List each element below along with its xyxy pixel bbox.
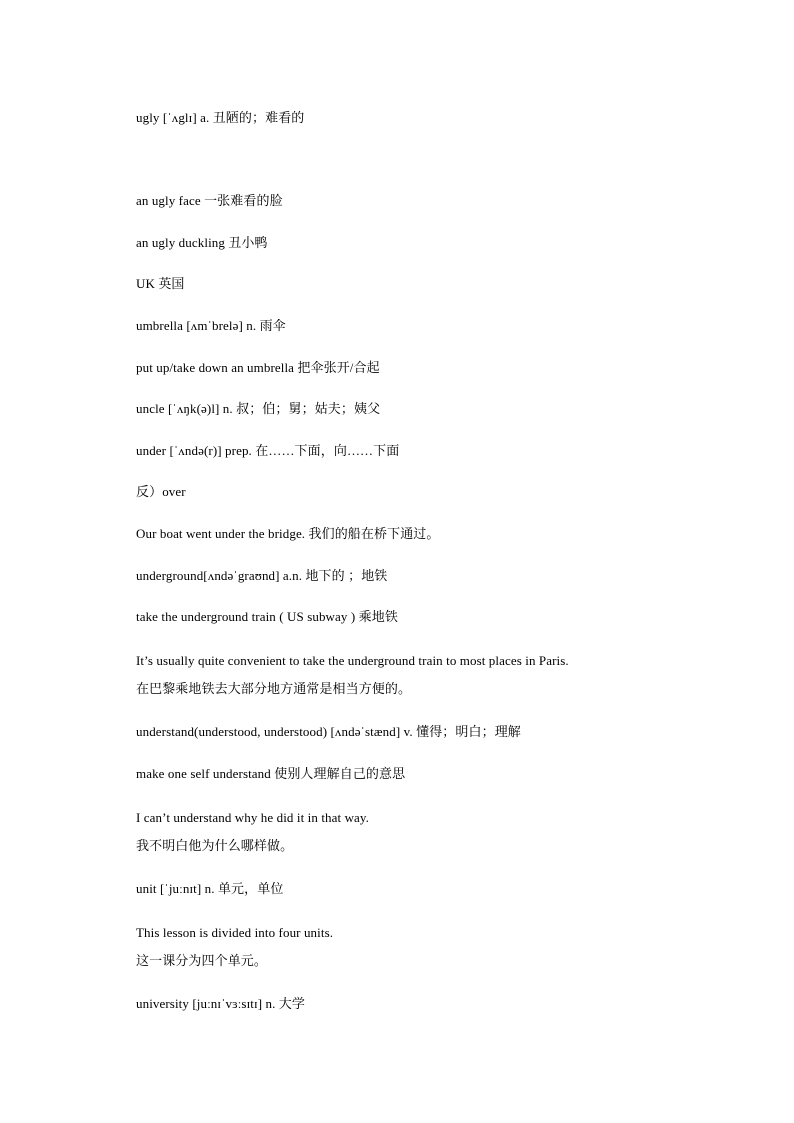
entry-uk: UK 英国 <box>136 276 185 291</box>
entry-understand: understand(understood, understood) [ʌndəˈstænd] v. 懂得；明白；理解 <box>136 724 521 739</box>
example-units-en: This lesson is divided into four units. <box>136 925 334 940</box>
entry-ugly: ugly [ˈʌglɪ] a. 丑陋的；难看的 <box>136 110 305 125</box>
entry-university: university [juːnɪˈvɜːsɪtɪ] n. 大学 <box>136 996 305 1011</box>
entry-under: under [ˈʌndə(r)] prep. 在……下面，向……下面 <box>136 443 400 458</box>
example-cant-understand-en: I can’t understand why he did it in that way. <box>136 810 370 825</box>
example-paris-cn: 在巴黎乘地铁去大部分地方通常是相当方便的。 <box>136 682 412 697</box>
entry-umbrella: umbrella [ʌmˈbrelə] n. 雨伞 <box>136 318 286 333</box>
entry-uncle: uncle [ˈʌŋk(ə)l] n. 叔；伯；舅；姑夫；姨父 <box>136 401 381 416</box>
example-paris-en: It’s usually quite convenient to take the underground train to most places in Paris. <box>136 653 569 668</box>
example-under-bridge: Our boat went under the bridge. 我们的船在桥下通过。 <box>136 526 440 541</box>
example-units-cn: 这一课分为四个单元。 <box>136 954 268 969</box>
example-umbrella: put up/take down an umbrella 把伞张开/合起 <box>136 360 380 375</box>
example-cant-understand-cn: 我不明白他为什么哪样做。 <box>136 839 294 854</box>
entry-underground: underground[ʌndəˈgraʊnd] a.n. 地下的 ；地铁 <box>136 568 388 583</box>
antonym-over: 反）over <box>136 484 186 499</box>
example-ugly-face: an ugly face 一张难看的脸 <box>136 193 283 208</box>
entry-unit: unit [ˈjuːnɪt] n. 单元，单位 <box>136 881 284 896</box>
example-underground-train: take the underground train ( US subway ) 乘地铁 <box>136 609 398 624</box>
example-ugly-duckling: an ugly duckling 丑小鸭 <box>136 235 268 250</box>
example-make-oneself-understood: make one self understand 使别人理解自己的意思 <box>136 766 406 781</box>
